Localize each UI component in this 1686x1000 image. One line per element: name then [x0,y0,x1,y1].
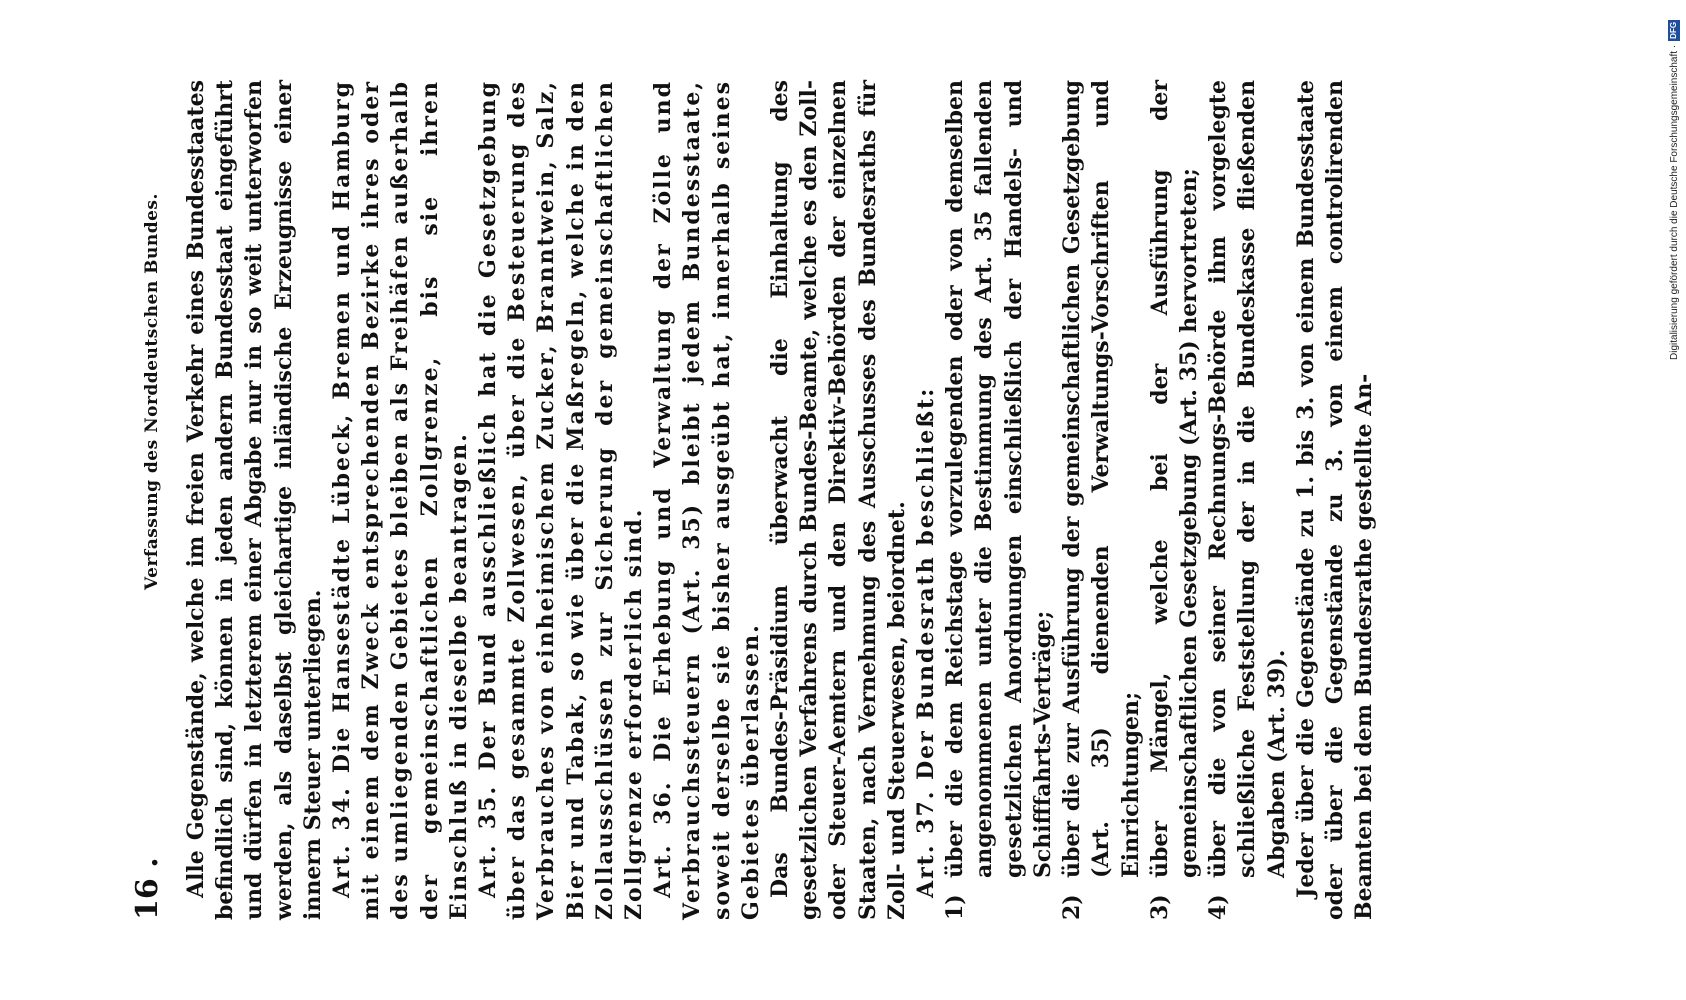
list-item-number: 1) [942,894,969,920]
list-item [1058,80,1146,920]
page-body [130,80,1379,920]
list-item [1146,80,1204,920]
dfg-logo-icon: DFG [1669,21,1678,39]
paragraph-bundes-praesidium: Das Bundes-Präsidium überwacht die Einhaltung des gesetzlichen Verfahrens durch Bundes-Beamte, welche es den Zoll- oder Steuer-Aemtern und den Direktiv-Behörden der einzelnen Staaten, nach Vernehmung des Ausschusses des Bundesraths für Zoll- und Steuerwesen, beiordnet. [767,80,910,920]
list-item-text: über die von seiner Rechnungs-Behörde ihm vorgelegte schließliche Feststellung der in die Bundeskasse fließenden Abgaben (Art. 39). [1205,80,1290,878]
rotated-page [130,80,1490,920]
art-37-list [941,80,1291,920]
credit-text: Digitalisierung gefördert durch die Deutsche Forschungsgemeinschaft · [1668,44,1680,360]
page-header [130,80,164,920]
page-number: 16 . [130,857,165,920]
list-item [941,80,1058,920]
list-item-number: 4) [1205,894,1232,920]
paragraph-free-traffic: Alle Gegenstände, welche im freien Verkehr eines Bundesstaates befindlich sind, können in jeden andern Bundesstaat eingeführt und dürfen in letzterem einer Abgabe nur in so weit unterworfen werden, als daselbst gleichartige inländische Erzeugnisse einer innern Steuer unterliegen. [183,80,326,920]
list-item-text: über Mängel, welche bei der Ausführung der gemeinschaftlichen Gesetzgebung (Art. 35) hervortreten; [1146,80,1202,878]
paragraph-closing: Jeder über die Gegenstände zu 1. bis 3. von einem Bundesstaate oder über die Gegenstände zu 3. von einem controlirenden Beamten bei dem Bundesrathe gestellte An- [1292,80,1378,920]
list-item-text: über die dem Reichstage vorzulegenden oder von demselben angenommenen unter die Bestimmung des Art. 35 fallenden gesetzlichen Anordnungen einschließlich der Handels- und Schifffahrts-Verträge; [942,80,1056,878]
dfg-credit [1668,20,1680,360]
list-item-text: über die zur Ausführung der gemeinschaftlichen Gesetzgebung (Art. 35) dienenden Verwaltungs-Vorschriften und Einrichtungen; [1059,80,1144,878]
running-head: Verfassung des Norddeutschen Bundes. [142,193,162,590]
paragraph-art-37: Art. 37. Der Bundesrath beschließt: [913,386,940,898]
paragraph-art-35: Art. 35. Der Bund ausschließlich hat die Gesetzgebung über das gesammte Zollwesen, über die Besteuerung des Verbrauches von einheimischem Zucker, Branntwein, Salz, Bier und Tabak, so wie über die Maßregeln, welche in den Zollausschlüssen zur Sicherung der gemeinschaftlichen Zollgrenze erforderlich sind. [475,80,648,920]
list-item-number: 2) [1059,894,1086,920]
list-item-number: 3) [1146,894,1173,920]
paragraph-art-34: Art. 34. Die Hansestädte Lübeck, Bremen und Hamburg mit einem dem Zweck entsprechenden Bezirke ihres oder des umliegenden Gebietes bleiben als Freihäfen außerhalb der gemeinschaftlichen Zollgrenze, bis sie ihren Einschluß in dieselbe beantragen. [329,80,472,920]
list-item [1204,80,1292,920]
paragraph-art-36: Art. 36. Die Erhebung und Verwaltung der Zölle und Verbrauchssteuern (Art. 35) bleibt jedem Bundesstaate, soweit derselbe sie bisher ausgeübt hat, innerhalb seines Gebietes überlassen. [650,80,764,920]
